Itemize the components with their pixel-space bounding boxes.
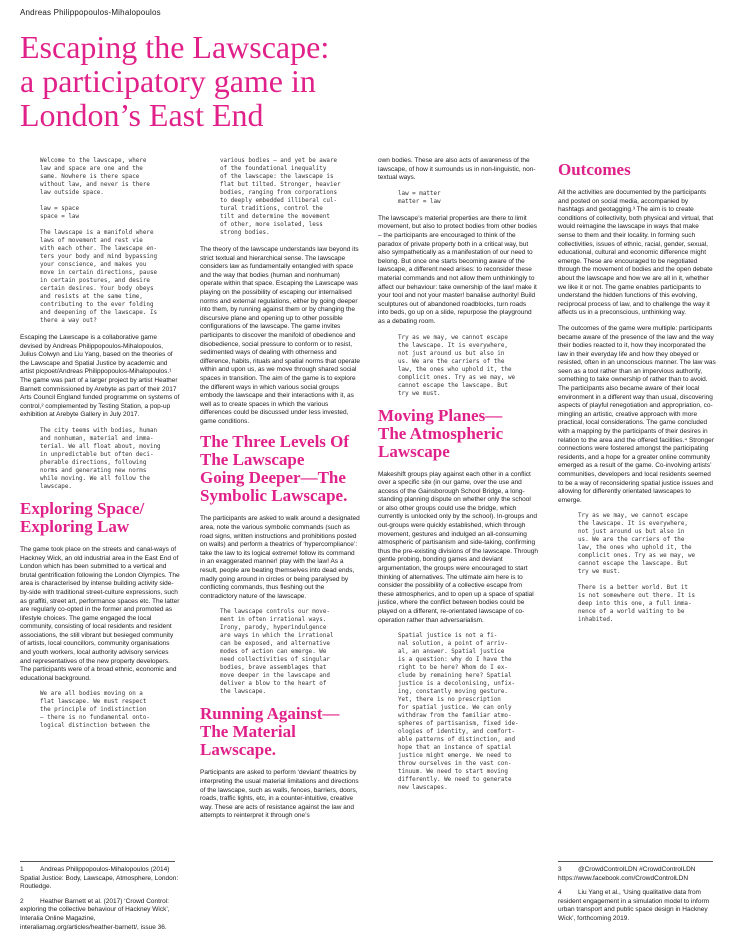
text-line: Going Deeper—The <box>200 468 346 488</box>
text-line: try we must. <box>578 569 621 576</box>
text-line: while moving. We all follow the <box>40 475 150 482</box>
text-line: There is a better world. But it <box>578 585 688 592</box>
text-line <box>578 576 716 584</box>
paragraph: Escaping the Lawscape is a collaborative game devised by Andreas Philippopoulos-Mihalopoulos, Julius Colwyn and Liu Yang, based on the theories of the Lawscape and Spatial Justice by academic and artist picpoet/Andreas Philippopoulos-Mihalopoulos.¹ The game was part of a larger project by artist Heather Barnett commissioned by Arebyte as part of their 2017 Arts Council England funded programme on systems of control,² complemented by Testing Station, a pop-up exhibition at Arebyte Gallery in July 2017. <box>20 334 180 419</box>
text-line: justice might emerge. We need to <box>398 753 512 760</box>
text-line: Exploring Space/ <box>20 498 145 518</box>
text-line: cannot escape the lawscape. But <box>578 561 688 568</box>
mono-block <box>220 608 360 696</box>
text-line: throw ourselves in the vast con- <box>398 761 512 768</box>
text-line: Welcome to the lawscape, where <box>40 158 147 164</box>
text-line: Try as we may, we cannot escape <box>398 334 508 341</box>
text-line: there a way out? <box>40 318 97 324</box>
text-line: not just around us but also in <box>578 529 685 536</box>
text-line: deliver a blow to the heart of <box>220 681 327 688</box>
text-line: lawscape. <box>40 483 72 490</box>
text-line: withdraw from the familiar atmo- <box>398 713 512 720</box>
text-line: flat but tilted. Stronger, heavier <box>220 182 341 188</box>
text-line: The Lawscape <box>200 450 305 470</box>
text-line: Try as we may, we cannot escape <box>578 513 688 520</box>
text-line: the principle of indistinction <box>40 707 147 714</box>
text-line: of the foundational inequality <box>220 166 327 172</box>
author-name: Andreas Philippopoulos-Mihalopoulos <box>20 8 161 17</box>
text-line: is not somewhere out there. It is <box>578 593 696 600</box>
paragraph: Makeshift groups play against each other in a conflict over a specific site (in our game, over the use and access of the Gainsborough School Bridge, a long-standing planning dispute on whether only the school or also other groups could use the bridge, which currently is unlocked only by the school). In-groups and out-groups were quickly established, which through movement, gestures and indulged an all-consuming atmospheric of partisanism and side-taking, confirming thus the pre-existing divisions of the lawscape. Through gentle probing, bonding games and deviant argumentation, the groups were encouraged to start thinking of alternatives. The ultimate aim here is to consider the possibility of a collective escape from these atmospherics, and to open up a space of spatial justice, where the conflict between bodies could be played on a different, re-orientated lawscape of co-operation rather than adversarialism. <box>378 470 538 624</box>
text-line: Running Against— <box>200 704 340 724</box>
text-line: ters your body and mind bypassing <box>40 254 158 260</box>
text-line: law = space <box>40 206 80 212</box>
text-line: the lawscape. It is everywhere, <box>578 521 688 528</box>
text-line: try we must. <box>398 390 441 397</box>
footnote-number: 4 <box>558 889 562 897</box>
footnote-number: 3 <box>558 866 562 873</box>
text-line: space = law <box>40 214 80 220</box>
text-line: for spatial justice. We can only <box>398 705 512 712</box>
text-line: nence of a world waiting to be <box>578 609 685 616</box>
mono-block <box>40 690 180 730</box>
paragraph: own bodies. These are also acts of awareness of the lawscape, of how it surrounds us in non-linguistic, non-textual ways. <box>378 157 536 182</box>
section-heading <box>200 433 360 505</box>
text-line: Symbolic Lawscape. <box>200 486 348 506</box>
footnote-text: Andreas Philippopoulos-Mihalopoulos (2014) Spatial Justice: Body, Lawscape, Atmosphere, London: Routledge. <box>20 866 179 891</box>
section-heading <box>20 500 180 536</box>
text-line: various bodies – and yet be aware <box>220 158 338 164</box>
footnote-divider <box>20 861 175 862</box>
text-line: your conscience, and makes you <box>40 262 147 268</box>
text-line: are ways in which the irrational <box>220 633 334 640</box>
text-line: ment in often irrational ways. <box>220 617 327 624</box>
text-line: new lawscapes. <box>398 785 448 792</box>
text-line: not just around us but also in <box>398 350 505 357</box>
text-line: without law, and never is there <box>40 182 150 188</box>
text-line: Moving Planes— <box>378 405 503 425</box>
text-line: The lawscape controls our move- <box>220 609 330 616</box>
column-2 <box>200 157 360 828</box>
paragraph: The lawscape’s material properties are there to limit movement, but also to protect bodies from other bodies – the participants are encouraged to think of the paradox of private property both in a critical way, but also sympathetically as a manifestation of our need to belong. But once one starts becoming aware of the lawscape, a different need arises: to reconsider these material commands and not allow them unthinkingly to affect our behaviour: take ownership of the law! make it your tool and not your master! banalise authority! Build sculptures out of abandoned roadblocks, turn roads into beds, go up on a slide, repurpose the playground as a debating room. <box>378 214 537 325</box>
footnote-text: @CrowdControlLDN #CrowdControlLDN https://www.facebook.com/CrowdControlLDN <box>558 866 696 882</box>
footnote-number: 1 <box>20 866 24 873</box>
paragraph: The game took place on the streets and canal-ways of Hackney Wick, an old industrial area in the East End of London which has been submitted to a vertical and brutal gentrification following the London Olympics. The area is characterised by intense building activity side-by-side with traditional street-culture expressions, such as graffiti, street art, performance spaces etc. The latter are regularly co-opted in the former and promoted as lifestyle choices. The game engaged the local community, consisting of local residents and resident associations, the still vibrant but besieged community of artists, local councillors, community organisations and youth workers, local authority advisory services and representatives of the new property developers. The participants were of a broad ethnic, economic and educational background. <box>20 545 180 682</box>
text-line: Lawscape. <box>200 740 277 760</box>
text-line: the lawscape. <box>220 689 267 696</box>
title-line: Escaping the Lawscape: <box>20 29 330 65</box>
column-1 <box>20 157 180 739</box>
text-line: Exploring Law <box>20 516 130 536</box>
text-line: nal solution, a point of arriv- <box>398 641 508 648</box>
footnote <box>558 866 716 883</box>
footnote <box>20 866 180 892</box>
paragraph: The theory of the lawscape understands law beyond its strict textual and hierarchical sense. The lawscape considers law as fundamentally entangled with space and the way that bodies (human and nonhuman) operate within that space. Escaping the Lawscape was playing on the possibility of escaping our internalised norms and external regulations, either by going deeper into them, by running against them or by changing the discursive plane and opening up to other possible configurations of the lawscape. The game invites participants to discover the manifold of obedience and disobedience, social pressure to conform or to resist, sedimented ways of dealing with otherness and difference, habits, rituals and spatial norms that operate within and upon us, as we move through shared social spaces in transition. The aim of the game is to explore the different ways in which various social groups embody the lawscape and their interactions with it, as well as to create spaces in which the various differences could be discussed under less invested, game conditions. <box>200 246 360 425</box>
text-line: able patterns of distinction, and <box>398 737 516 744</box>
text-line: move deeper in the lawscape and <box>220 673 330 680</box>
section-heading <box>378 407 538 461</box>
text-line: and resists at the same time, <box>40 294 143 300</box>
text-line: right to be here? Whom do I ex- <box>398 665 508 672</box>
text-line <box>40 197 180 205</box>
text-line: The Three Levels Of <box>200 432 350 452</box>
text-line: The city teems with bodies, human <box>40 427 158 434</box>
text-line: clude by remaining here? Spatial <box>398 673 512 680</box>
text-line: Lawscape <box>378 441 450 461</box>
paragraph: The outcomes of the game were multiple: participants became aware of the presence of the law and the way their bodies reacted to it, how they incorporated the law in their everyday life and how they obeyed or resisted, often in an unconscious manner. The law was seen as a tool rather than an impervious authority, something to take ownership of rather than to avoid. The participants also became aware of their local environment in a different way than usual, discovering aspects of playful renegotiation and appropriation, co-mingling an artistic, creative approach with more practical, local considerations. The game concluded with a mapping by the participants of their desires in relation to the area and the offered facilities.⁴ Stronger connections were fostered amongst the participating residents, and a hope for a greater online community emerged as a result of the game. Co-involving artists’ communities, developers and local residents seemed to be a way of reconsidering spatial justice issues and allowing for differently orientated lawscapes to emerge. <box>558 324 716 504</box>
text-line: logical distinction between the <box>40 723 150 730</box>
text-line: law, the ones who uphold it, the <box>578 545 692 552</box>
text-line: is a question: why do I have the <box>398 657 512 664</box>
text-line: tinuum. We need to start moving <box>398 769 508 776</box>
mono-block <box>398 190 538 206</box>
footnotes-left <box>20 866 180 932</box>
section-heading <box>200 705 360 759</box>
text-line: strong bodies. <box>220 230 270 236</box>
text-line: terial. We all float about, moving <box>40 443 161 450</box>
text-line: us. We are the carriers of the <box>398 358 505 365</box>
footnote-text: Liu Yang et al., ‘Using qualitative data from resident engagement in a simulation model to inform urban transport and public space design in Hackney Wick’, forthcoming 2019. <box>558 889 710 922</box>
text-line: and deepening of the lawscape. Is <box>40 310 158 316</box>
footnote-divider <box>558 861 713 862</box>
text-line: law outside space. <box>40 190 104 196</box>
paragraph: Participants are asked to perform ‘deviant’ theatrics by interpreting the usual material limitations and directions of the lawscape, such as walls, fences, barriers, doors, roads, traffic lights, etc, in a counter-intuitive, creative way. These are acts of resistance against the law and attempts to reinterpret it through one’s <box>200 769 359 820</box>
text-line: of other, more isolated, less <box>220 222 323 228</box>
text-line: law = matter <box>398 190 441 197</box>
footnote <box>558 889 716 923</box>
text-line: pherable directions, following <box>40 459 147 466</box>
text-line: The lawscape is a manifold where <box>40 230 154 236</box>
text-line: The Material <box>200 722 296 742</box>
text-line: and nonhuman, material and imma- <box>40 435 154 442</box>
text-line: of the lawscape: the lawscape is <box>220 174 334 180</box>
text-line: bodies, ranging from corporations <box>220 190 338 196</box>
text-line: ologies of identity, and comfort- <box>398 729 516 736</box>
mono-block <box>220 157 360 237</box>
text-line: law, the ones who uphold it, the <box>398 366 512 373</box>
mono-block <box>578 512 716 624</box>
text-line: cannot escape the lawscape. But <box>398 382 508 389</box>
footnote <box>20 898 180 932</box>
column-3 <box>378 157 538 801</box>
footnote-number: 2 <box>20 897 24 905</box>
text-line: complicit ones. Try as we may, we <box>398 374 516 381</box>
text-line: – there is no fundamental onto- <box>40 715 150 722</box>
text-line: can be exposed, and alternative <box>220 641 330 648</box>
text-line: matter = law <box>398 198 441 205</box>
section-heading <box>558 161 716 179</box>
title-line: a participatory game in <box>20 63 316 99</box>
title-line: London’s East End <box>20 97 264 133</box>
text-line <box>40 221 180 229</box>
column-4 <box>558 157 716 633</box>
text-line: certain desires. Your body obeys <box>40 286 154 292</box>
text-line: the lawscape. It is everywhere, <box>398 342 508 349</box>
text-line: in certain postures, and desire <box>40 278 150 284</box>
text-line: Irony, parody, hyperindulgence <box>220 625 327 632</box>
article-title <box>20 30 540 132</box>
footnotes-right <box>558 866 716 924</box>
mono-block <box>398 334 538 398</box>
text-line: flat lawscape. We must respect <box>40 699 147 706</box>
text-line: norms and generating new norms <box>40 467 147 474</box>
footnote-text: Heather Barnett et al. (2017) ‘Crowd Control: exploring the collective behaviour of Hackney Wick’, Interalia Online Magazine, interaliamag.org/articles/heather-barnett/, issue 36. <box>20 897 170 931</box>
text-line: modes of action can emerge. We <box>220 649 327 656</box>
text-line: Spatial justice is not a fi- <box>398 633 498 640</box>
text-line: deep into this one, a full imma- <box>578 601 692 608</box>
mono-block <box>40 427 180 491</box>
text-line: justice is a decolonising, unfix- <box>398 681 516 688</box>
text-line: laws of movement and rest vie <box>40 238 143 244</box>
text-line: spheres of partisanism, fixed ide- <box>398 721 519 728</box>
text-line: in unpredictable but often deci- <box>40 451 154 458</box>
text-line: complicit ones. Try as we may, we <box>578 553 696 560</box>
text-line: We are all bodies moving on a <box>40 691 143 698</box>
mono-block <box>398 632 538 792</box>
text-line: same. Nowhere is there space <box>40 174 140 180</box>
text-line: with each other. The lawscape en- <box>40 246 158 252</box>
text-line: to deeply embedded illiberal cul- <box>220 198 338 204</box>
text-line: us. We are the carriers of the <box>578 537 685 544</box>
text-line: ing, constantly moving gesture. <box>398 689 508 696</box>
text-line: hope that an instance of spatial <box>398 745 512 752</box>
text-line: tilt and determine the movement <box>220 214 330 220</box>
text-line: Yet, there is no prescription <box>398 697 501 704</box>
paragraph: All the activities are documented by the participants and posted on social media, accompanied by hashtags and geotagging.³ The aim is to create conditions of collectivity, both physical and virtual, that would reimagine the lawscape in ways that make sense to them and their locality. In forming such collectivities, issues of ethnic, racial, gender, sexual, educational, cultural and economic difference might emerge. These are encouraged to be negotiated through the movement of bodies and the open debate about the lawscape and how we are all in it, whether we like it or not. The game enables participants to understand the hidden functions of this evolving, reciprocal process of law, and to challenge the way it affects us in a preconscious, unthinking way. <box>558 189 714 317</box>
text-line: tural traditions, control the <box>220 206 323 212</box>
text-line: contributing to the ever folding <box>40 302 154 308</box>
text-line: al, an answer. Spatial justice <box>398 649 505 656</box>
mono-block <box>40 157 180 325</box>
paragraph: The participants are asked to walk around a designated area, note the various symbolic commands (such as road signs, written instructions and prohibitions posted on walls) and perform a theatrics of ‘hypercompliance’: take the law to its logical extreme! follow its command in an exaggerated manner! play with the law! As a result, people are beating themselves into dead ends, madly going around in circles or being paralysed by conflicting commands, thus fleshing out the contradictory nature of the lawscape. <box>200 515 360 600</box>
text-line: move in certain directions, pause <box>40 270 158 276</box>
text-line: Outcomes <box>558 160 631 179</box>
text-line: The Atmospheric <box>378 423 504 443</box>
text-line: need collectivities of singular <box>220 657 330 664</box>
text-line: differently. We need to generate <box>398 777 512 784</box>
text-line: inhabited. <box>578 617 614 624</box>
text-line: law and space are one and the <box>40 166 143 172</box>
text-line: bodies, brave assemblages that <box>220 665 327 672</box>
